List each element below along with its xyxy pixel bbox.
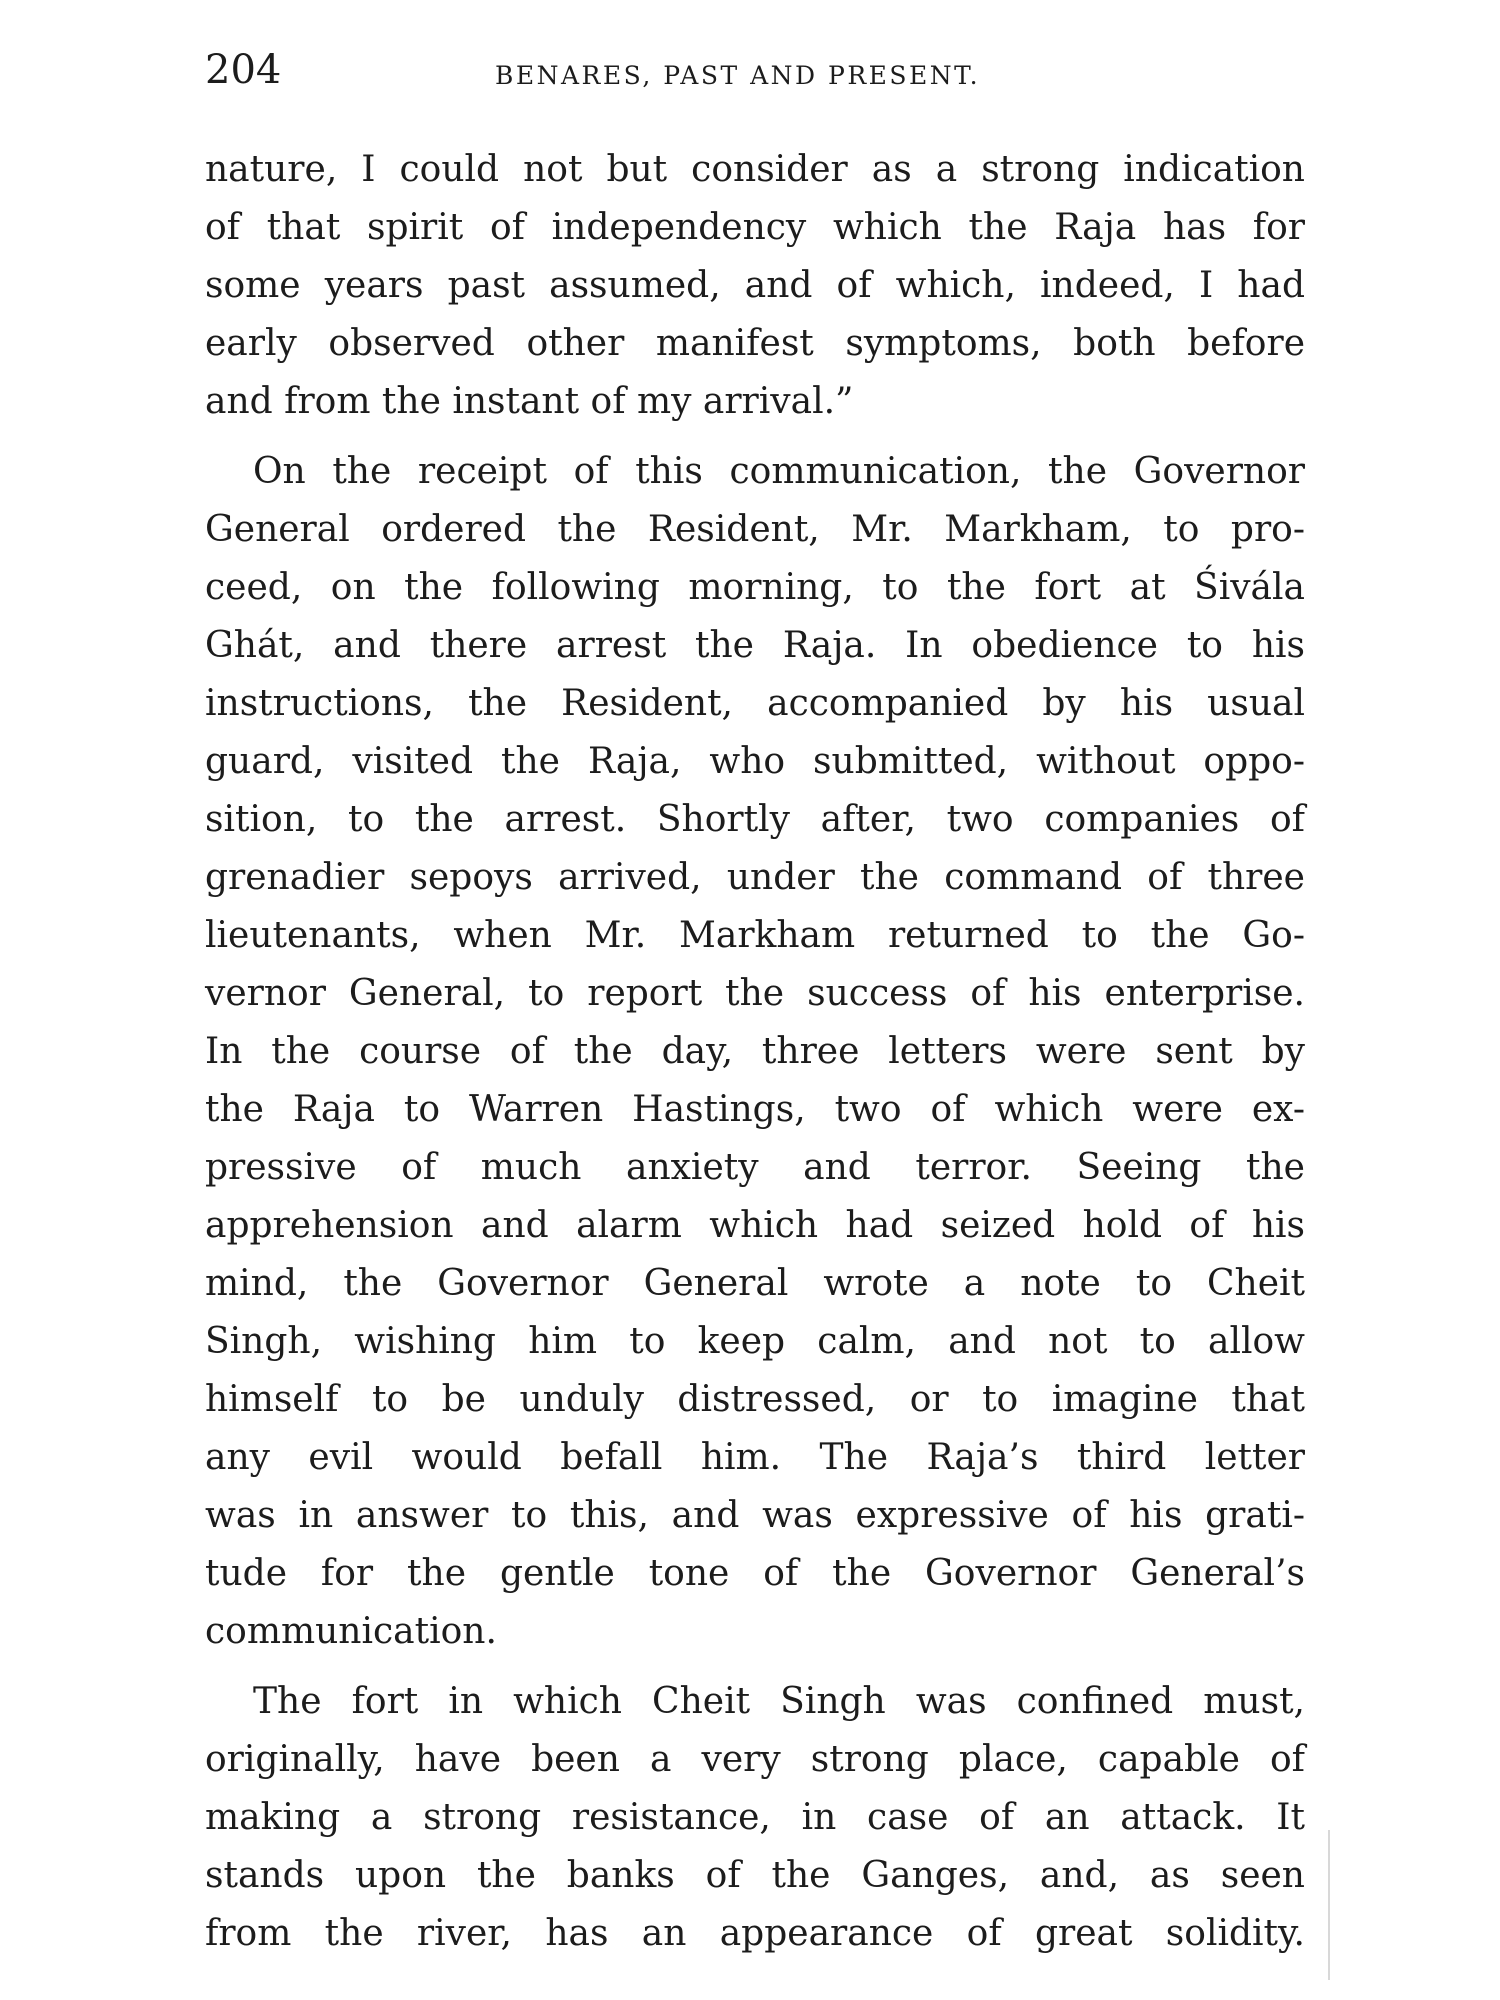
text-line: In the course of the day, three letters were sent by (205, 1031, 1305, 1072)
text-line: grenadier sepoys arrived, under the command of three (205, 857, 1305, 898)
text-line: mind, the Governor General wrote a note to Cheit (205, 1263, 1305, 1304)
page-number: 204 (205, 47, 282, 93)
paragraph (205, 1673, 1305, 1963)
body-text (205, 141, 1305, 1963)
text-line: nature, I could not but consider as a strong indication (205, 149, 1305, 190)
text-line: On the receipt of this communication, the Governor (253, 451, 1305, 492)
text-line: Ghát, and there arrest the Raja. In obedience to his (205, 625, 1305, 666)
page-edge-mark (1328, 1830, 1330, 1980)
text-line: The fort in which Cheit Singh was confined must, (253, 1681, 1305, 1722)
text-line: sition, to the arrest. Shortly after, two companies of (205, 799, 1305, 840)
text-line: guard, visited the Raja, who submitted, without oppo- (205, 741, 1305, 782)
text-line: some years past assumed, and of which, indeed, I had (205, 265, 1305, 306)
text-line: vernor General, to report the success of his enterprise. (205, 973, 1305, 1014)
text-line: of that spirit of independency which the Raja has for (205, 207, 1305, 248)
text-line: instructions, the Resident, accompanied by his usual (205, 683, 1305, 724)
text-line: communication. (205, 1611, 497, 1652)
text-line: was in answer to this, and was expressive of his grati- (205, 1495, 1305, 1536)
paragraph (205, 443, 1305, 1661)
text-line: any evil would befall him. The Raja’s third letter (205, 1437, 1305, 1478)
text-line: the Raja to Warren Hastings, two of which were ex- (205, 1089, 1305, 1130)
text-line: Singh, wishing him to keep calm, and not to allow (205, 1321, 1305, 1362)
text-line: pressive of much anxiety and terror. Seeing the (205, 1147, 1305, 1188)
text-line: lieutenants, when Mr. Markham returned to the Go- (205, 915, 1305, 956)
text-line: apprehension and alarm which had seized hold of his (205, 1205, 1305, 1246)
text-line: General ordered the Resident, Mr. Markham, to pro- (205, 509, 1305, 550)
text-line: ceed, on the following morning, to the fort at Śivála (205, 567, 1305, 608)
paragraph (205, 141, 1305, 431)
text-line: himself to be unduly distressed, or to imagine that (205, 1379, 1305, 1420)
text-line: from the river, has an appearance of great solidity. (205, 1913, 1305, 1954)
running-title: BENARES, PAST AND PRESENT. (495, 61, 981, 90)
text-line: making a strong resistance, in case of an attack. It (205, 1797, 1305, 1838)
running-head (205, 40, 1315, 100)
text-line: stands upon the banks of the Ganges, and, as seen (205, 1855, 1305, 1896)
text-line: tude for the gentle tone of the Governor General’s (205, 1553, 1305, 1594)
text-line: originally, have been a very strong place, capable of (205, 1739, 1305, 1780)
text-line: and from the instant of my arrival.” (205, 381, 854, 422)
text-line: early observed other manifest symptoms, both before (205, 323, 1305, 364)
